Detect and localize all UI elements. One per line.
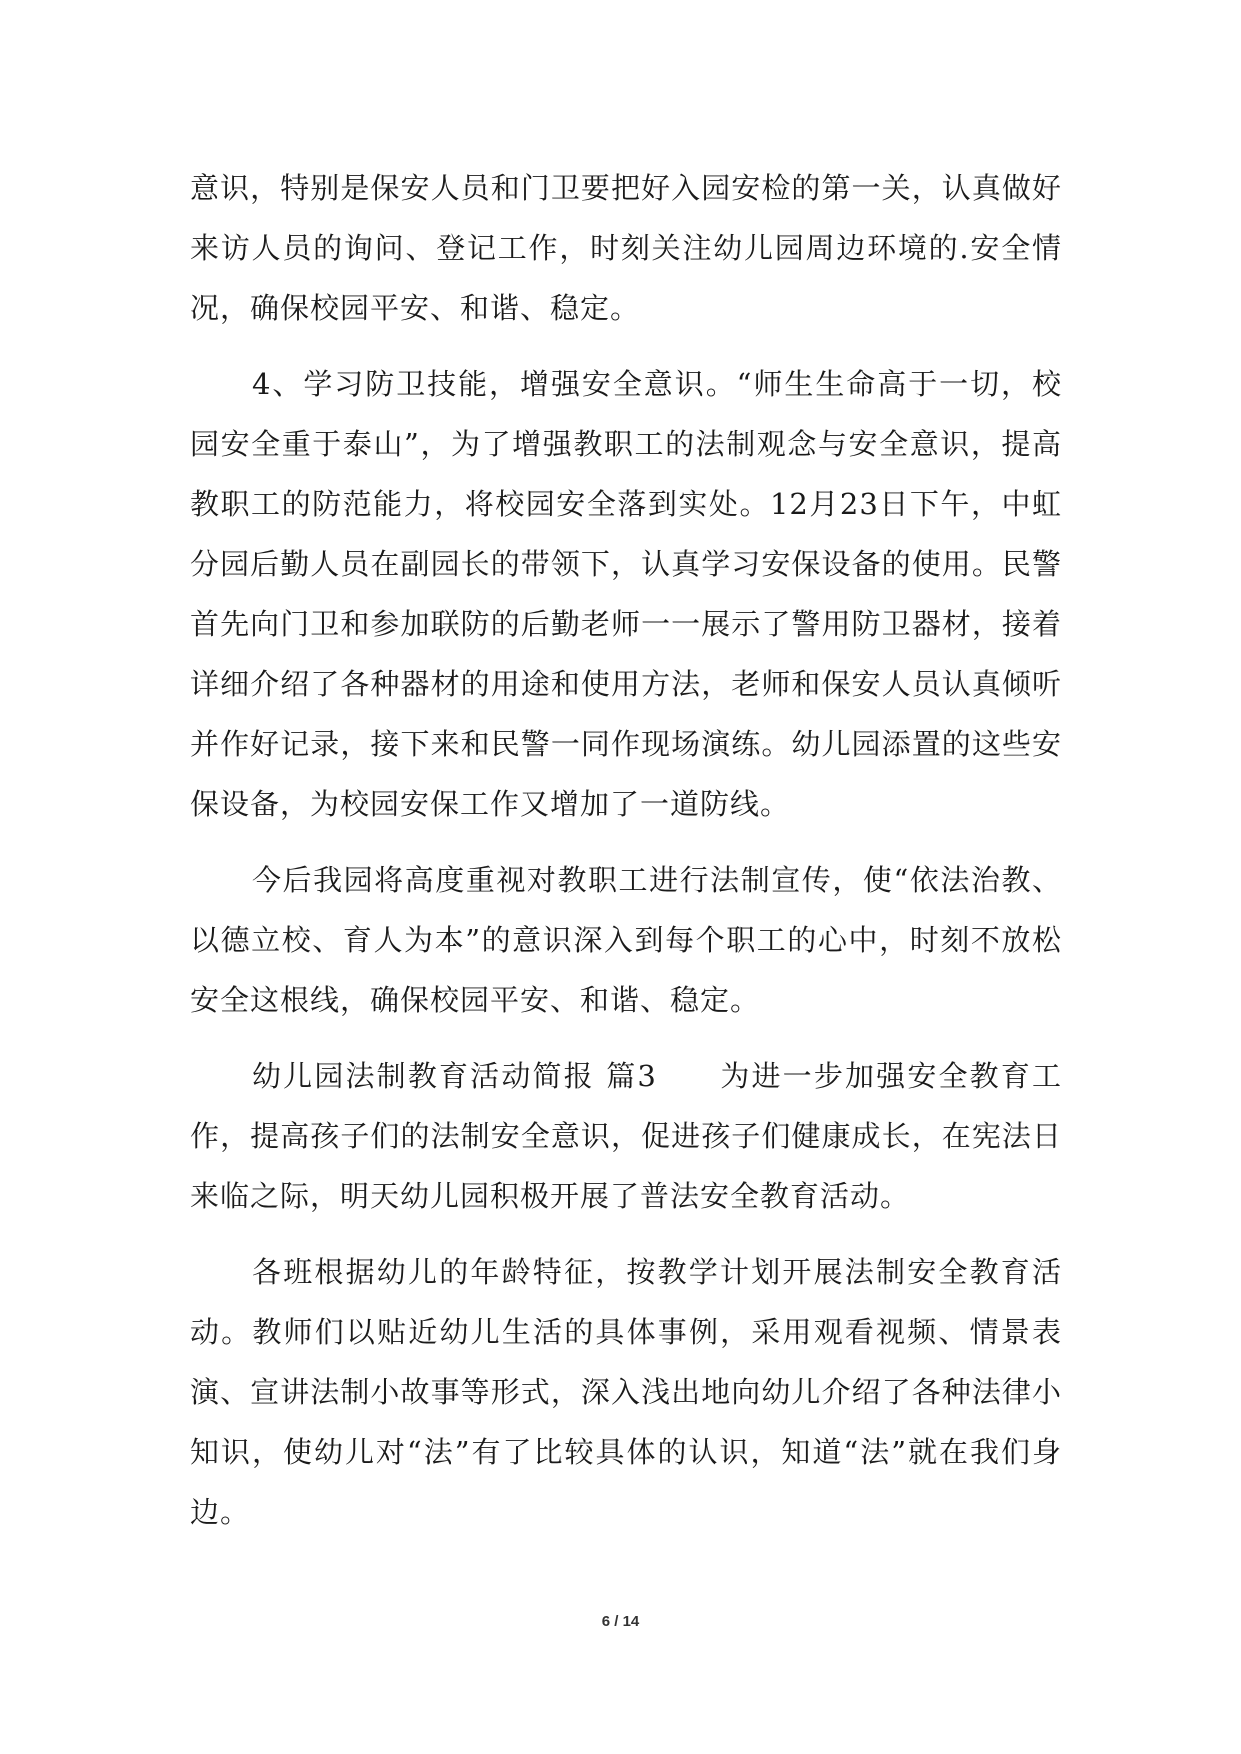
paragraph-defense-skills: 4、学习防卫技能，增强安全意识。“师生生命高于一切，校园安全重于泰山”，为了增强教职工的法制观念与安全意识，提高教职工的防范能力，将校园安全落到实处。12月23日下午，中虹分园后勤人员在副园长的带领下，认真学习安保设备的使用。民警首先向门卫和参加联防的后勤老师一一展示了警用防卫器材，接着详细介绍了各种器材的用途和使用方法，老师和保安人员认真倾听并作好记录，接下来和民警一同作现场演练。幼儿园添置的这些安保设备，为校园安保工作又增加了一道防线。 bbox=[190, 367, 1062, 821]
paragraph-future-plan: 今后我园将高度重视对教职工进行法制宣传，使“依法治教、以德立校、育人为本”的意识深入到每个职工的心中，时刻不放松安全这根线，确保校园平安、和谐、稳定。 bbox=[190, 863, 1062, 1017]
body-text bbox=[190, 158, 1062, 1558]
paragraph-continuation: 意识，特别是保安人员和门卫要把好入园安检的第一关，认真做好来访人员的询问、登记工作，时刻关注幼儿园周边环境的.安全情况，确保校园平安、和谐、稳定。 bbox=[190, 171, 1062, 325]
paragraph-briefing-3: 幼儿园法制教育活动简报 篇3 为进一步加强安全教育工作，提高孩子们的法制安全意识，促进孩子们健康成长，在宪法日来临之际，明天幼儿园积极开展了普法安全教育活动。 bbox=[190, 1059, 1062, 1213]
page-number: 6 / 14 bbox=[601, 1613, 640, 1630]
paragraph-class-activities: 各班根据幼儿的年龄特征，按教学计划开展法制安全教育活动。教师们以贴近幼儿生活的具体事例，采用观看视频、情景表演、宣讲法制小故事等形式，深入浅出地向幼儿介绍了各种法律小知识，使幼儿对“法”有了比较具体的认识，知道“法”就在我们身边。 bbox=[190, 1255, 1062, 1529]
